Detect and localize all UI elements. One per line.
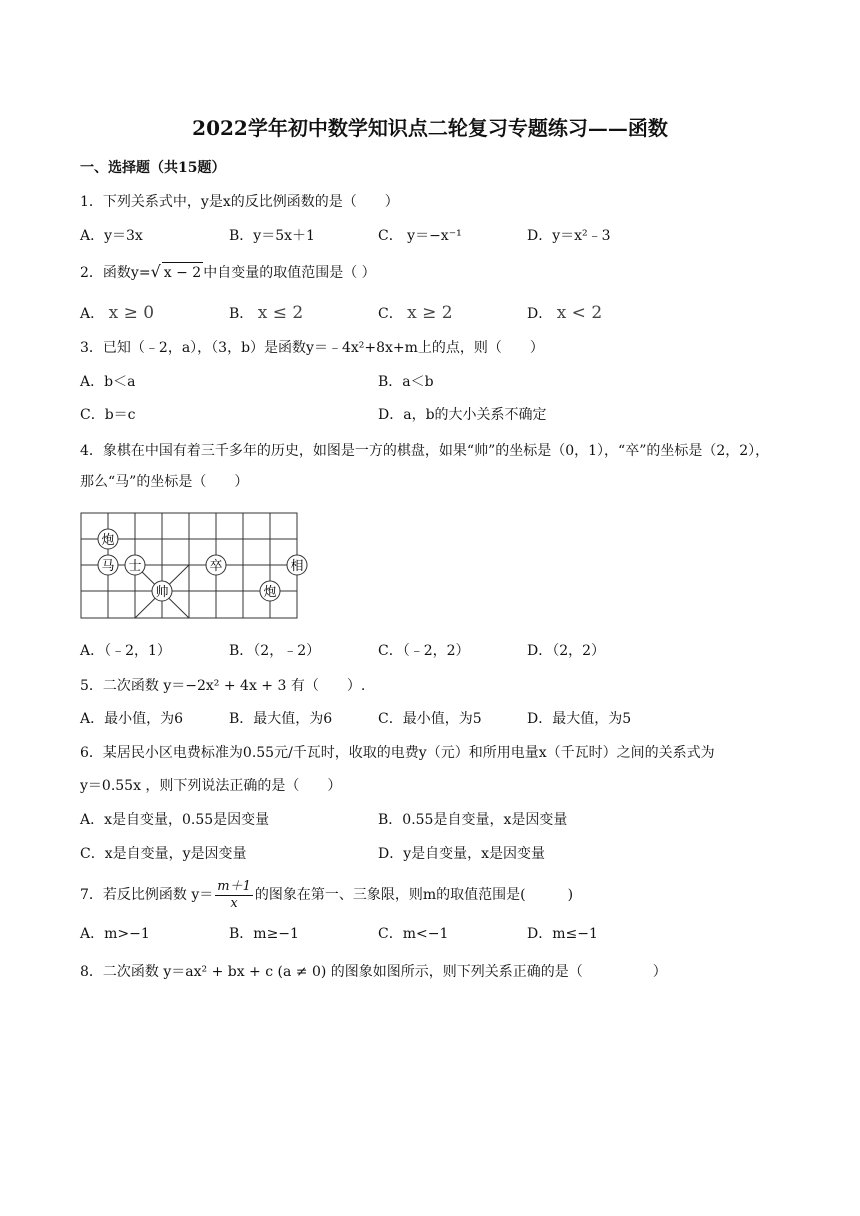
q2-option-d-label: D．	[527, 306, 553, 322]
q6-option-c: C．x是自变量，y是因变量	[80, 846, 247, 862]
q8-stem: 8．二次函数 y＝ax² + bx + c (a ≠ 0) 的图象如图所示，则下列关系正确的是（ ）	[80, 964, 667, 980]
q7-numerator: m＋1	[217, 878, 251, 894]
q6-option-a: A．x是自变量，0.55是因变量	[80, 812, 270, 828]
q7-fraction	[215, 879, 253, 912]
q1-stem: 1．下列关系式中，y是x的反比例函数的是（ ）	[80, 194, 399, 210]
q7-stem	[80, 877, 573, 913]
q5-option-b: B．最大值，为6	[229, 711, 333, 727]
q1-option-d: D．y＝x²﹣3	[527, 228, 611, 244]
q2-option-a	[80, 303, 154, 324]
piece-ma	[98, 555, 118, 575]
q7-stem-suffix: 的图象在第一、三象限，则m的取值范围是( )	[254, 887, 574, 903]
sqrt-sign: √	[150, 262, 161, 281]
q2-radicand: x − 2	[162, 262, 203, 283]
q3-stem: 3．已知（﹣2，a），（3，b）是函数y＝﹣4x²+8x+m上的点，则（ ）	[80, 340, 544, 356]
q2-formula-lhs: y=	[130, 265, 151, 281]
q3-option-d: D．a，b的大小关系不确定	[378, 407, 547, 423]
q6-option-b: B．0.55是自变量，x是因变量	[378, 812, 568, 828]
piece-shuai-label: 帅	[155, 585, 169, 600]
piece-zu-label: 卒	[209, 559, 223, 574]
q4-option-b: B．（2，﹣2）	[229, 643, 321, 659]
q2-option-d-value: x < 2	[556, 303, 603, 323]
q4-option-d: D．（2，2）	[527, 643, 606, 659]
piece-pao-bottom-label: 炮	[263, 585, 277, 600]
q5-option-d: D．最大值，为5	[527, 711, 632, 727]
piece-shi	[125, 555, 145, 575]
piece-pao-bottom	[260, 581, 280, 601]
q2-option-c	[378, 303, 453, 324]
piece-pao-top	[98, 529, 118, 549]
q7-option-c: C．m<−1	[378, 926, 449, 942]
piece-ma-label: 马	[101, 559, 115, 574]
q2-option-b-label: B．	[229, 306, 254, 322]
piece-xiang-label: 相	[290, 559, 304, 574]
q7-option-a: A．m>−1	[80, 926, 150, 942]
q4-stem-line2: 那么“马”的坐标是（ ）	[80, 474, 249, 490]
q7-stem-prefix: 7．若反比例函数 y＝	[80, 887, 214, 903]
q3-option-b: B．a＜b	[378, 374, 434, 390]
section-heading: 一、选择题（共15题）	[80, 160, 226, 176]
q7-option-b: B．m≥−1	[229, 926, 299, 942]
q4-option-a: A．（﹣2，1）	[80, 643, 171, 659]
q6-stem-line2: y＝0.55x ，则下列说法正确的是（ ）	[80, 778, 342, 794]
page-title: 2022学年初中数学知识点二轮复习专题练习——函数	[192, 116, 668, 140]
q7-option-d: D．m≤−1	[527, 926, 598, 942]
piece-pao-top-label: 炮	[101, 533, 115, 548]
q5-stem: 5．二次函数 y＝−2x² + 4x + 3 有（ ）.	[80, 678, 366, 694]
piece-zu	[206, 555, 226, 575]
q2-option-c-label: C．	[378, 306, 403, 322]
piece-shuai	[152, 581, 172, 601]
q1-option-c: C． y＝−x⁻¹	[378, 228, 462, 244]
q6-stem-line1: 6．某居民小区电费标准为0.55元/千瓦时，收取的电费y（元）和所用电量x（千瓦时）之间的关系式为	[80, 745, 715, 761]
q3-option-c: C．b＝c	[80, 407, 136, 423]
q2-option-d	[527, 303, 602, 324]
chess-board-figure	[80, 510, 302, 622]
q2-option-b	[229, 303, 303, 324]
q2-option-a-label: A．	[80, 306, 105, 322]
q4-option-c: C．（﹣2，2）	[378, 643, 470, 659]
q2-option-b-value: x ≤ 2	[257, 303, 304, 323]
q2-option-c-value: x ≥ 2	[407, 303, 453, 323]
piece-xiang	[287, 555, 307, 575]
q5-option-a: A．最小值，为6	[80, 711, 184, 727]
q4-stem-line1: 4．象棋在中国有着三千多年的历史，如图是一方的棋盘，如果“帅”的坐标是（0，1），“卒”的坐标是（2，2），	[80, 443, 770, 459]
piece-shi-label: 士	[128, 559, 142, 574]
q2-stem	[80, 262, 376, 283]
q1-option-a: A．y＝3x	[80, 228, 143, 244]
q3-option-a: A．b＜a	[80, 374, 136, 390]
q2-stem-suffix: 中自变量的取值范围是（ ）	[203, 265, 376, 281]
q7-denominator: x	[230, 895, 238, 911]
q2-option-a-value: x ≥ 0	[108, 303, 155, 323]
q6-option-d: D．y是自变量，x是因变量	[378, 846, 546, 862]
q1-option-b: B．y＝5x＋1	[229, 228, 315, 244]
q5-option-c: C．最小值，为5	[378, 711, 482, 727]
q2-stem-prefix: 2．函数	[80, 265, 131, 281]
